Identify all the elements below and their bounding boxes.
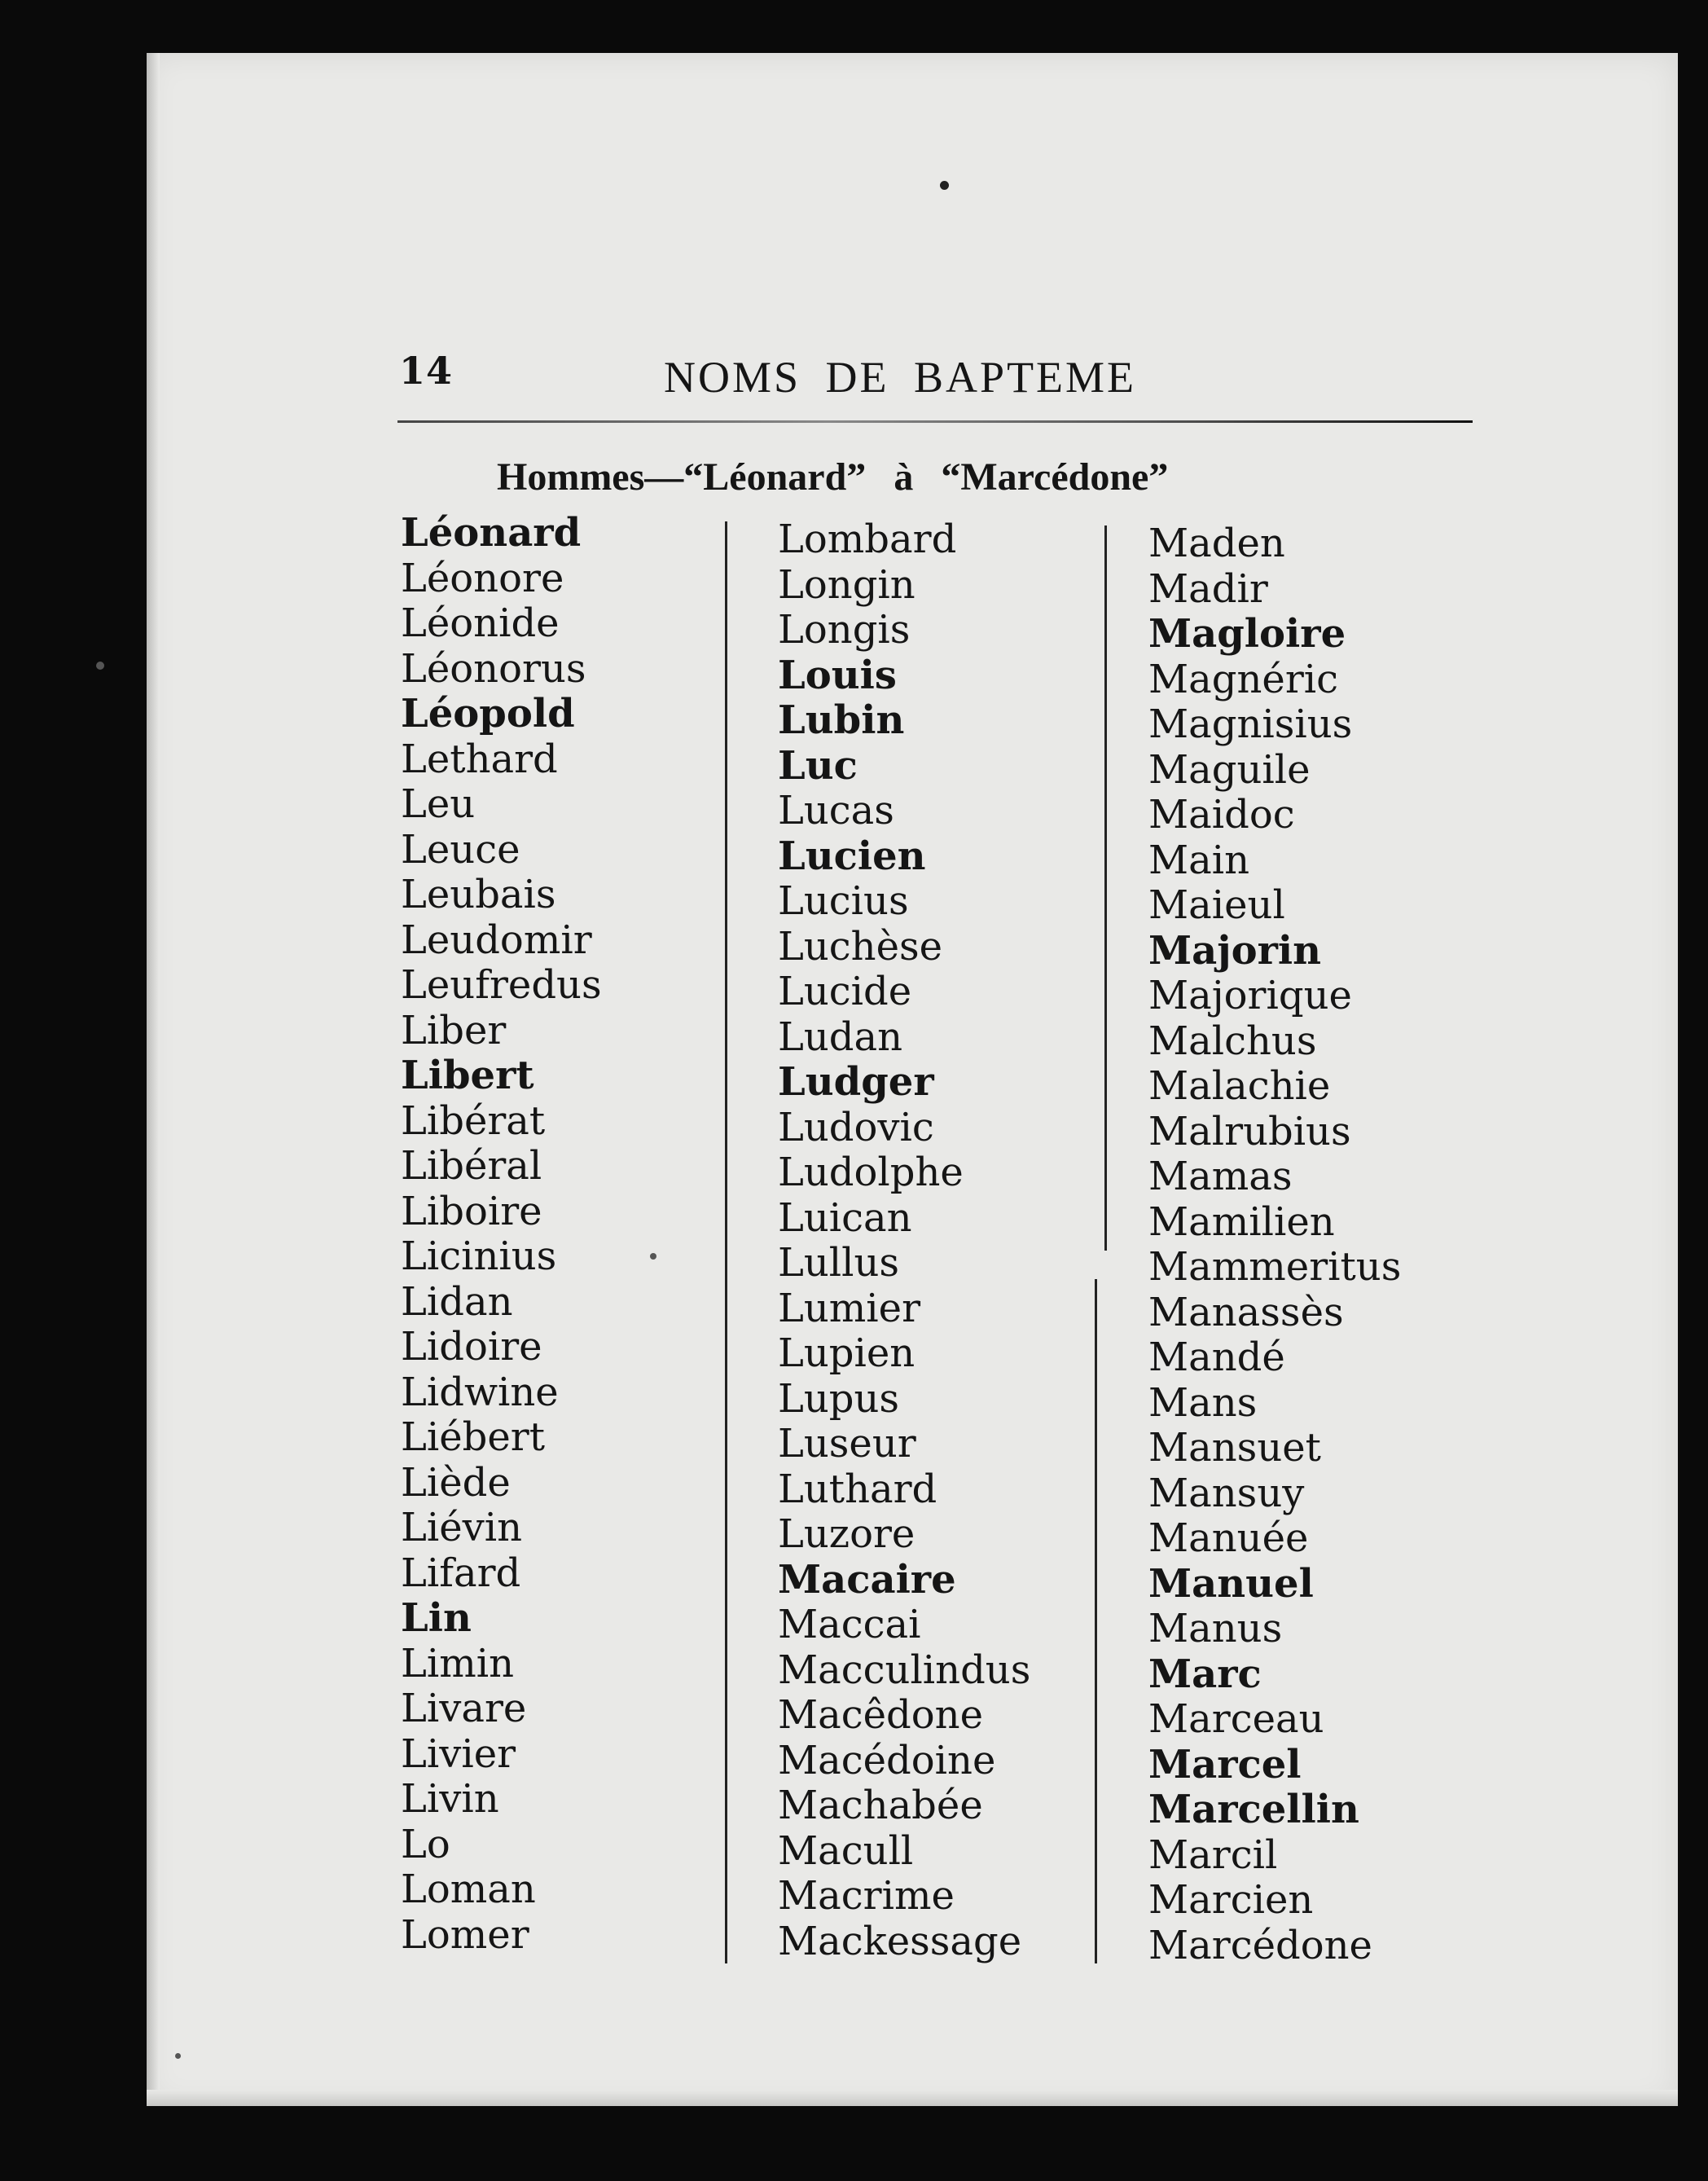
name-entry: Majorin [1148,927,1322,974]
name-entry: Maccai [778,1602,921,1647]
name-entry: Lucide [778,969,912,1014]
column-divider [1095,1279,1097,1963]
name-entry: Marcédone [1148,1922,1372,1968]
name-entry: Manuée [1148,1515,1309,1561]
name-entry: Luican [778,1194,912,1241]
name-entry: Ludger [778,1059,934,1105]
name-entry: Macculindus [778,1647,1031,1693]
name-entry: Léonide [401,600,560,646]
name-entry: Lo [401,1821,450,1867]
name-entry: Mansuy [1148,1470,1305,1516]
name-entry: Macédoine [778,1737,996,1783]
name-entry: Luchèse [778,923,943,970]
section-heading [497,455,1168,499]
name-entry: Lin [401,1595,472,1641]
name-entry: Lucas [778,788,894,833]
name-entry: Liboire [401,1188,542,1234]
name-entry: Manassès [1148,1289,1344,1335]
name-entry: Marceau [1148,1696,1324,1742]
name-entry: Main [1148,837,1250,883]
column-divider [1104,525,1107,1251]
name-entry: Ludolphe [778,1150,964,1195]
name-entry: Longis [778,607,911,653]
name-entry: Leudomir [401,917,592,963]
name-entry: Mackessage [778,1918,1022,1964]
name-entry: Lethard [401,736,558,782]
name-entry: Marcil [1148,1831,1278,1878]
name-entry: Magloire [1148,611,1346,657]
name-entry: Malchus [1148,1018,1317,1064]
name-entry: Mandé [1148,1335,1285,1380]
section-connector: à [894,455,914,499]
name-entry: Lombard [778,517,957,562]
name-entry: Luseur [778,1421,916,1466]
name-entry: Lullus [778,1240,900,1286]
name-entry: Léopold [401,691,575,737]
name-entry: Marcellin [1148,1787,1359,1832]
name-entry: Léonorus [401,645,586,692]
name-entry: Libérat [401,1097,546,1144]
name-entry: Limin [401,1640,515,1686]
running-title: NOMS DE BAPTEME [664,353,1137,402]
name-entry: Livin [401,1776,499,1822]
name-entry: Lidoire [401,1324,542,1370]
name-entry: Livier [401,1730,516,1777]
ink-speck [96,662,104,670]
name-entry: Marcel [1148,1741,1302,1787]
name-entry: Madir [1148,565,1268,612]
name-entry: Macull [778,1827,914,1874]
name-entry: Majorique [1148,973,1352,1018]
name-entry: Lomer [401,1911,529,1958]
name-entry: Magnisius [1148,701,1353,747]
name-entry: Lubin [778,697,905,743]
name-entry: Liébert [401,1414,545,1460]
name-entry: Lumier [778,1285,921,1331]
name-entry: Magnéric [1148,656,1338,702]
name-entry: Luthard [778,1466,937,1512]
section-end: “Marcédone” [941,455,1169,499]
name-entry: Léonore [401,555,564,601]
name-entry: Maidoc [1148,792,1295,838]
name-entry: Malachie [1148,1063,1331,1109]
name-entry: Lucius [778,878,909,924]
section-label: Hommes—“Léonard” [497,455,867,499]
name-entry: Livare [401,1686,527,1731]
name-entry: Mamilien [1148,1198,1335,1245]
names-column-2 [778,517,1030,1964]
name-entry: Leuce [401,826,520,873]
name-entry: Liber [401,1007,507,1053]
name-entry: Mansuet [1148,1425,1321,1471]
name-entry: Marc [1148,1651,1262,1697]
name-entry: Lidwine [401,1369,559,1415]
name-entry: Lucien [778,833,926,879]
name-entry: Macaire [778,1556,956,1603]
name-entry: Lifard [401,1550,521,1596]
name-entry: Luc [778,742,858,789]
header-rule [397,420,1473,423]
name-entry: Machabée [778,1783,983,1828]
column-divider [725,521,727,1963]
name-entry: Libéral [401,1143,542,1189]
name-entry: Manus [1148,1606,1283,1651]
name-entry: Maieul [1148,882,1285,928]
name-entry: Mamas [1148,1154,1293,1199]
ink-speck [175,2053,181,2059]
name-entry: Maden [1148,521,1285,566]
name-entry: Lidan [401,1278,513,1325]
name-entry: Manuel [1148,1560,1314,1607]
name-entry: Ludovic [778,1104,934,1150]
name-entry: Leufredus [401,962,602,1008]
name-entry: Licinius [401,1233,557,1279]
name-entry: Macêdone [778,1692,983,1738]
name-entry: Liède [401,1459,511,1506]
name-entry: Lupus [778,1375,900,1422]
name-entry: Marcien [1148,1877,1314,1923]
page-number: 14 [399,349,454,393]
name-entry: Lupien [778,1330,915,1376]
name-entry: Mans [1148,1379,1258,1426]
names-column-1 [401,511,602,1958]
names-column-3 [1148,521,1401,1968]
name-entry: Luzore [778,1511,915,1557]
name-entry: Maguile [1148,746,1311,793]
name-entry: Mammeritus [1148,1244,1402,1290]
name-entry: Malrubius [1148,1108,1351,1154]
ink-speck [650,1253,656,1260]
name-entry: Liévin [401,1505,523,1550]
name-entry: Leubais [401,872,556,917]
name-entry: Longin [778,561,915,608]
name-entry: Macrime [778,1873,955,1919]
name-entry: Libert [401,1053,534,1098]
name-entry: Leu [401,781,476,827]
name-entry: Loman [401,1867,536,1912]
name-entry: Ludan [778,1014,903,1060]
ink-dot [940,181,949,190]
name-entry: Léonard [401,510,582,556]
name-entry: Louis [778,652,897,698]
